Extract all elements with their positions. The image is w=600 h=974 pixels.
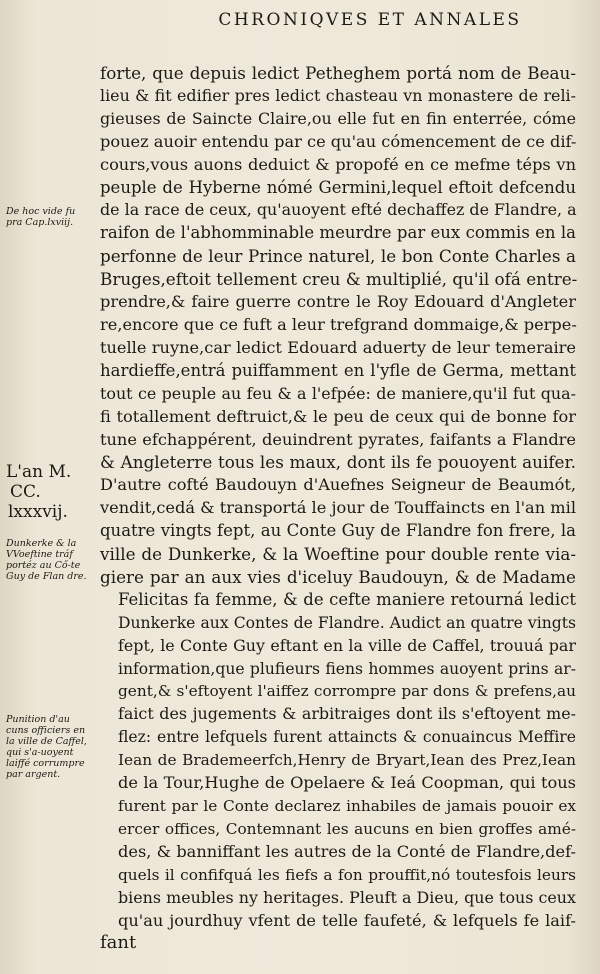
margin-note-dunkerke: Dunkerke & la VVoeftine tráf portéz au Cő-te Guy de Flan dre. bbox=[6, 538, 87, 582]
text-line: D'autre cofté Baudouyn d'Auefnes Seigneur de Beaumót, bbox=[100, 475, 576, 495]
text-line: perfonne de leur Prince naturel, le bon Conte Charles a bbox=[100, 246, 576, 267]
text-line: Bruges,eftoit tellement creu & multiplié, qu'il ofá entre- bbox=[100, 269, 578, 290]
margin-note-punition: Punition d'au cuns officiers en la ville de Caffel, qui s'a-uoyent laiffé corrumpre par argent. bbox=[6, 714, 87, 780]
text-line: gieuses de Saincte Claire,ou elle fut en fin enterrée, cóme bbox=[100, 108, 576, 128]
text-line: fept, le Conte Guy eftant en la ville de Caffel, trouuá par bbox=[118, 635, 576, 655]
body-text bbox=[100, 62, 576, 955]
text-line: giere par an aux vies d'iceluy Baudouyn, & de Madame bbox=[100, 566, 576, 587]
running-header: CHRONIQVES ET ANNALES bbox=[218, 10, 522, 30]
text-line: & Angleterre tous les maux, dont ils fe pouoyent auifer. bbox=[100, 452, 576, 473]
text-line: ercer offices, Contemnant les aucuns en bien groffes amé- bbox=[118, 819, 576, 838]
text-line: quels il confifquá les fiefs a fon prouffit,nó toutesfois leurs bbox=[118, 865, 576, 884]
text-line: fi totallement deftruict,& le peu de ceux qui de bonne for bbox=[100, 406, 576, 426]
text-line: hardieffe,entrá puiffamment en l'yfle de Germa, mettant bbox=[100, 360, 576, 380]
text-line: ville de Dunkerke, & la Woeftine pour double rente via- bbox=[100, 544, 576, 565]
text-line: lieu & fit edifier pres ledict chasteau vn monastere de reli- bbox=[100, 85, 576, 105]
margin-year-line-3: lxxxvij. bbox=[8, 502, 68, 522]
text-line: de la Tour,Hughe de Opelaere & Ieá Coopman, qui tous bbox=[118, 773, 576, 793]
text-line: peuple de Hyberne nómé Germini,lequel eftoit defcendu bbox=[100, 177, 576, 197]
text-line: Dunkerke aux Contes de Flandre. Audict an quatre vingts bbox=[118, 613, 576, 632]
text-line: qu'au jourdhuy vfent de telle faufeté, & lefquels fe laif- bbox=[118, 910, 576, 930]
text-line: re,encore que ce fuft a leur trefgrand dommaige,& perpe- bbox=[100, 314, 577, 334]
catchword: fant bbox=[100, 932, 137, 954]
margin-note-reference: De hoc vide fu pra Cap.lxviij. bbox=[6, 206, 76, 228]
text-line: vendit,cedá & transportá le jour de Touffaincts en l'an mil bbox=[100, 498, 576, 518]
text-line: flez: entre lefquels furent attaincts & conuaincus Meffire bbox=[118, 728, 576, 747]
text-line: furent par le Conte declarez inhabiles de jamais pouoir ex bbox=[118, 797, 576, 815]
text-line: de la race de ceux, qu'auoyent efté dechaffez de Flandre, a bbox=[100, 200, 577, 220]
text-line: Felicitas fa femme, & de cefte maniere retourná ledict bbox=[118, 589, 576, 609]
text-line: prendre,& faire guerre contre le Roy Edouard d'Angleter bbox=[100, 292, 576, 312]
text-line: tout ce peuple au feu & a l'efpée: de maniere,qu'il fut qua- bbox=[100, 383, 576, 403]
text-line: information,que plufieurs fiens hommes auoyent prins ar- bbox=[118, 659, 576, 678]
text-line: cours,vous auons deduict & propofé en ce mefme téps vn bbox=[100, 154, 576, 174]
text-line: pouez auoir entendu par ce qu'au cómencement de ce dif- bbox=[100, 131, 577, 151]
text-line: gent,& s'eftoyent l'aiffez corrompre par dons & prefens,au bbox=[118, 682, 576, 701]
text-line: raifon de l'abhomminable meurdre par eux commis en la bbox=[100, 223, 576, 243]
text-line: Iean de Brademeerfch,Henry de Bryart,Iean des Prez,Iean bbox=[118, 751, 576, 770]
text-line: forte, que depuis ledict Petheghem portá nom de Beau- bbox=[100, 63, 576, 83]
text-line: tune efchappérent, deuindrent pyrates, faifants a Flandre bbox=[100, 429, 576, 449]
text-line: tuelle ruyne,car ledict Edouard aduerty de leur temeraire bbox=[100, 337, 576, 357]
text-line: faict des jugements & arbitraiges dont ils s'eftoyent me- bbox=[118, 704, 576, 724]
text-line: des, & banniffant les autres de la Conté de Flandre,def- bbox=[118, 841, 576, 861]
text-line: quatre vingts fept, au Conte Guy de Flandre fon frere, la bbox=[100, 521, 576, 541]
margin-note-year bbox=[6, 462, 88, 522]
margin-year-line-1: L'an M. bbox=[6, 462, 72, 482]
text-line: biens meubles ny heritages. Pleuft a Dieu, que tous ceux bbox=[118, 887, 576, 907]
margin-year-line-2: CC. bbox=[10, 482, 41, 502]
